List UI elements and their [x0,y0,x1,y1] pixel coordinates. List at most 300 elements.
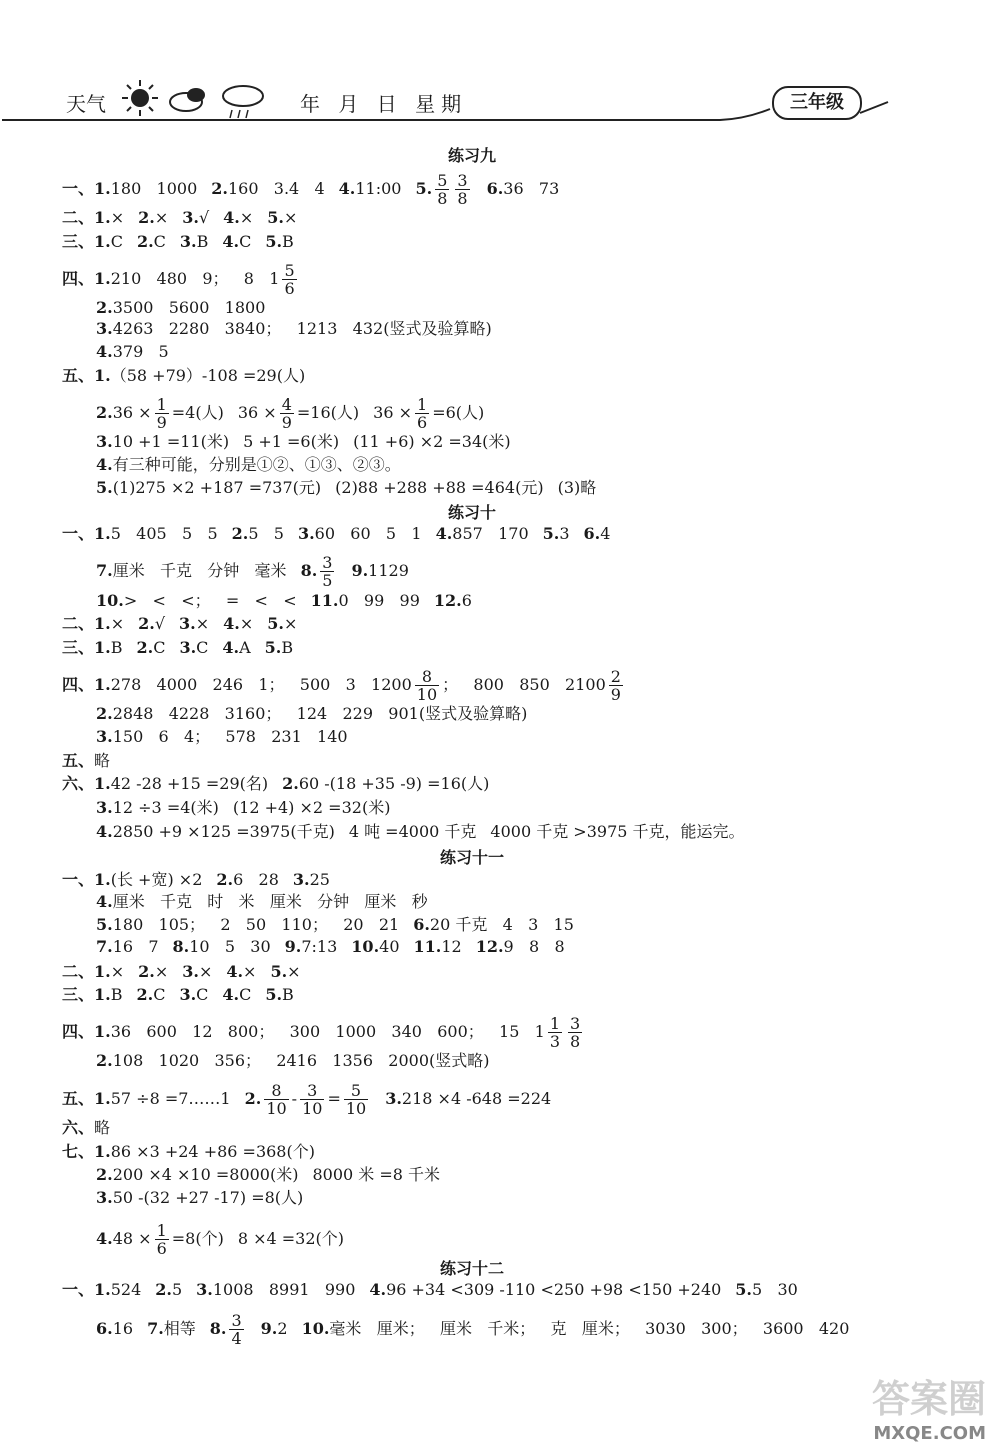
answer-token: 3.4263 [96,319,154,338]
answer-token: 4.厘米 [96,892,145,911]
answer-token: 4 [502,915,513,934]
question-number: 三、1. [62,985,111,1004]
question-number: 二、1. [62,962,111,981]
answer-line [96,342,169,362]
answer-token: 3.√ [182,208,210,227]
answer-token: 千克 [159,892,192,911]
answer-token: 5 +1 =6(米) [243,432,340,451]
answer-token: 2100 [565,675,606,694]
numerator: 3 [231,1311,242,1330]
answer-line [96,1051,490,1071]
numerator: 4 [281,395,292,414]
answer-token: 四、1.210 [62,269,142,288]
answer-line [96,822,745,842]
question-number: 7. [96,937,113,956]
answer-line [62,524,610,544]
answer-token: 5 [158,342,169,361]
question-number: 7. [147,1319,164,1338]
answer-token: 6.36 [486,179,524,198]
answer-token: 2.√ [138,614,166,633]
answer-token: 四、1.36 [62,1022,132,1041]
question-number: 5. [415,179,433,198]
question-number: 2. [136,232,154,251]
question-number: 2. [211,179,228,198]
fraction [155,1222,169,1257]
answer-token: 4.48 × [96,1229,152,1248]
answer-token: 2.× [138,962,169,981]
answer-token: 4.有三种可能，分别是①②、①③、②③。 [96,455,401,474]
answer-token: 9.1129 [351,561,409,580]
answer-token: 5 [207,524,218,543]
answer-line [62,366,305,386]
answer-token: 2.6 [216,870,244,889]
answer-token: 分钟 [317,892,350,911]
answer-token: 3.1008 [196,1280,254,1299]
question-number: 2. [96,403,113,422]
fraction [415,396,429,431]
answer-token: 5.B [265,232,294,251]
question-number: 4. [96,1229,113,1248]
fraction [229,1312,243,1347]
question-number: 10. [351,937,380,956]
denominator: 8 [437,189,448,208]
answer-token: 5 [224,937,236,956]
answer-token: < [283,591,297,610]
answer-token: 3.60 [297,524,336,543]
denominator: 6 [417,413,428,432]
answer-token: 800 [473,675,504,694]
answer-token: 15 [499,1022,520,1041]
fraction [155,396,169,431]
answer-line [96,727,348,747]
answer-token: 990 [324,1280,356,1299]
answer-token: 20 [343,915,364,934]
answer-token: 340 [391,1022,422,1041]
answer-token: 9.2 [260,1319,288,1338]
answer-line [96,396,484,431]
answer-token: 28 [258,870,279,889]
denominator: 3 [549,1032,561,1051]
question-number: 8. [209,1319,227,1338]
numerator: 3 [322,553,333,572]
answer-token: 2.3500 [96,298,154,317]
answer-line [96,478,596,498]
answer-token: 6.16 [96,1319,134,1338]
answer-token: 4 [314,179,325,198]
answer-line [62,614,297,634]
answer-token: 千米； [487,1319,536,1338]
fraction [344,1082,368,1117]
answer-token: 3600 [762,1319,804,1338]
answer-token: 5.B [264,638,294,657]
answer-token: 30 [777,1280,798,1299]
answer-token: 5.(1)275 ×2 +187 =737(元) [96,478,322,497]
answer-line [96,298,265,318]
answer-token: (11 +6) ×2 =34(米) [353,432,511,451]
answer-token: 124 [296,704,328,723]
answer-token: 3.10 +1 =11(米) [96,432,230,451]
answer-token: 3.12 ÷3 =4(米) [96,798,219,817]
answer-token: 432(竖式及验算略) [352,319,492,338]
fraction [609,668,623,703]
answer-line [62,232,294,252]
answer-token: 480 [156,269,188,288]
denominator: 6 [156,1239,167,1258]
question-number: 12. [433,591,462,610]
answer-token: 厘米 [364,892,397,911]
answer-token [301,561,318,580]
answer-token: <； [181,591,211,610]
answer-token: 231 [271,727,302,746]
question-number: 8. [300,561,318,580]
answer-token: 二、1.× [62,614,125,633]
question-number: 5. [542,524,560,543]
fraction [568,1015,582,1050]
answer-token: 时 [207,892,224,911]
question-number: 3. [292,870,310,889]
answer-token: 4.2850 +9 ×125 =3975(千克) [96,822,335,841]
answer-token: 6.4 [583,524,611,543]
question-number: 4. [369,1280,387,1299]
answer-token: 一、1.524 [62,1280,142,1299]
answer-token: 秒 [411,892,428,911]
question-number: 11. [310,591,339,610]
answer-token: 3.50 -(32 +27 -17) =8(人) [96,1188,304,1207]
answer-token: 二、1.× [62,208,125,227]
question-number: 三、1. [62,638,111,657]
question-number: 4. [223,614,240,633]
answer-token: 1000 [335,1022,377,1041]
answer-token: 5.B [265,985,294,1004]
answer-token: 229 [342,704,374,723]
question-number: 3. [96,727,113,746]
question-number: 4. [96,455,113,474]
section-title: 练习九 [447,146,496,165]
answer-line [62,262,300,297]
answer-token: 1356 [332,1051,374,1070]
question-number: 2. [96,704,113,723]
numerator: 3 [570,1014,581,1033]
numerator: 3 [300,1082,324,1100]
answer-token: 420 [818,1319,850,1338]
question-number: 2. [231,524,249,543]
answer-token: 10.40 [351,937,400,956]
answer-line [62,985,294,1005]
answer-token: 2.× [138,208,169,227]
answer-token: 7.16 [96,937,134,956]
question-number: 3. [96,319,113,338]
answer-token: 105； [158,915,206,934]
answer-token [415,179,432,198]
fraction [320,554,334,589]
answer-token: 246 [212,675,244,694]
question-number: 3. [179,232,197,251]
watermark-logo: 答案圈 [871,1377,986,1421]
question-number: 3. [182,208,199,227]
question-number: 5. [96,915,113,934]
question-number: 二、1. [62,208,111,227]
answer-line [62,774,489,794]
answer-token: 7.厘米 [96,561,145,580]
answer-token: 4.C [222,232,252,251]
numerator: 8 [415,668,439,686]
answer-token: 405 [136,524,167,543]
answer-token: 901(竖式及验算略) [388,704,528,723]
answer-token: 5 [273,524,284,543]
numerator: 5 [437,171,448,190]
answer-token: 36 × [373,403,412,422]
answer-token: 4.857 [435,524,483,543]
answer-token: ； [442,675,459,694]
answer-line [62,751,110,771]
answer-token: 五、1.（58 +79）-108 =29(人) [62,366,306,385]
question-number: 6. [413,915,430,934]
section-title: 练习十一 [439,848,504,867]
question-number: 六、1. [62,774,111,793]
denominator: 10 [345,1099,367,1118]
answer-token: 3.150 [96,727,144,746]
answer-token: 5.180 [96,915,144,934]
watermark [872,1368,986,1444]
answer-token: 六、1.42 -28 +15 =29(名) [62,774,269,793]
denominator: 9 [281,413,292,432]
answer-token: 5 [385,524,397,543]
question-number: 三、1. [62,232,111,251]
answer-token: 4 吨 =4000 千克 [348,822,477,841]
answer-token: 四、1.278 [62,675,142,694]
numerator: 1 [549,1014,561,1033]
answer-token: 3.C [179,985,209,1004]
answer-token: 4.C [222,985,252,1004]
answer-token: 10.> [96,591,138,610]
answer-token: 15 [553,915,574,934]
answer-token: 4000 千克 >3975 千克，能运完。 [490,822,745,841]
answer-token: 356； [214,1051,262,1070]
question-number: 2. [244,1089,262,1108]
question-number: 4. [222,232,240,251]
denominator: 10 [266,1099,287,1118]
answer-token: < [152,591,166,610]
question-number: 9. [284,937,302,956]
answer-token: 110； [281,915,328,934]
answer-token: 500 [299,675,331,694]
answer-token: 千克 [159,561,192,580]
answer-token: 600 [146,1022,177,1041]
answer-token: 11.0 [310,591,349,610]
answer-token: 三、1.B [62,638,123,657]
answer-token: 4.379 [96,342,144,361]
answer-token: 2.200 ×4 ×10 =8000(米) [96,1165,299,1184]
answer-token: 3.× [179,614,210,633]
answer-line [62,1280,798,1300]
numerator: 5 [284,261,295,280]
answer-token: 克 [550,1319,567,1338]
answer-line [96,1222,344,1257]
answer-token: < [254,591,268,610]
answer-token: 4.A [222,638,251,657]
answer-token: 8000 米 =8 千米 [312,1165,441,1184]
answer-token: 1； [258,675,285,694]
answer-line [62,208,297,228]
answer-token: 5.× [270,962,301,981]
watermark-text: MXQE.COM [873,1423,986,1444]
answer-line [96,915,574,935]
answer-line [96,937,565,957]
question-number: 5. [267,208,284,227]
answer-token: 1020 [158,1051,200,1070]
question-number: 5. [735,1280,752,1299]
question-number: 2. [96,298,113,317]
grade-badge: 三年级 [772,86,862,120]
question-number: 七、1. [62,1142,111,1161]
answer-token: 3.B [179,232,209,251]
answer-token: (3)略 [557,478,597,497]
answer-token [210,1319,227,1338]
question-number: 2. [138,614,155,633]
question-number: 2. [96,1165,113,1184]
answer-token: 3160； [224,704,282,723]
question-number: 9. [351,561,369,580]
denominator: 9 [610,685,621,704]
answer-token: 5.× [267,614,298,633]
question-number: 4. [222,638,240,657]
answer-token: 2.5 [155,1280,183,1299]
answer-token: 7.相等 [147,1319,196,1338]
answer-token: 3030 [645,1319,686,1338]
question-number: 4. [222,985,240,1004]
answer-token: 4000 [156,675,198,694]
answer-token: 5 [181,524,193,543]
answer-line [96,1188,303,1208]
answer-line [96,798,390,818]
question-number: 10. [96,591,124,610]
answer-token: 850 [519,675,550,694]
question-number: 2. [155,1280,172,1299]
answer-token: 2000(竖式略) [388,1051,490,1070]
question-number: 10. [301,1319,330,1338]
question-number: 3. [196,1280,213,1299]
question-number: 3. [96,798,113,817]
answer-token: 1200 [371,675,412,694]
answer-token: 1 [269,269,280,288]
question-number: 9. [260,1319,278,1338]
numerator: 2 [610,667,621,686]
answer-token: 2280 [168,319,210,338]
question-number: 6. [96,1319,113,1338]
answer-token: 一、1.180 [62,179,142,198]
section-title: 练习十二 [439,1259,504,1278]
fraction [264,1082,288,1117]
answer-line [96,554,409,589]
question-number: 5. [267,614,284,633]
answer-token: 5.× [267,208,298,227]
answer-token: 800； [227,1022,275,1041]
answer-token: 米 [238,892,255,911]
answer-token: 9； [202,269,229,288]
answer-token: 73 [538,179,560,198]
question-number: 一、1. [62,1280,111,1299]
answer-token: 2.C [136,638,166,657]
question-number: 3. [179,614,196,633]
question-number: 4. [96,342,113,361]
answer-token: 50 [245,915,267,934]
answer-token: 二、1.× [62,962,125,981]
answer-token: 11.12 [413,937,462,956]
answer-token: 12.9 [475,937,514,956]
answer-token: 1 [534,1022,545,1041]
answer-token: 8 ×4 =32(个) [237,1229,345,1248]
question-number: 3. [179,985,197,1004]
answer-token: 3.218 ×4 -648 =224 [385,1089,552,1108]
question-number: 六、 [62,1118,95,1137]
question-number: 四、1. [62,675,111,694]
question-number: 五、 [62,751,95,770]
answer-line [96,319,492,339]
answer-line [62,1142,315,1162]
answer-token [245,1089,262,1108]
question-number: 2. [282,774,299,793]
answer-token: 3.25 [292,870,330,889]
question-number: 4. [226,962,244,981]
question-number: 一、1. [62,179,111,198]
denominator: 6 [284,279,295,298]
answer-line [62,962,301,982]
answer-token: 30 [250,937,271,956]
answer-token: 三、1.C [62,232,123,251]
answer-token: 6 [158,727,169,746]
answer-token: 300 [289,1022,321,1041]
answer-line [62,1082,551,1117]
answer-token: 12.6 [433,591,472,610]
answer-token: 4.11:00 [338,179,402,198]
fraction [548,1015,562,1050]
answer-token: 5.3 [542,524,570,543]
denominator: 4 [231,1329,242,1348]
answer-line [96,1165,440,1185]
answer-token: 2.36 × [96,403,152,422]
question-number: 4. [96,822,113,841]
answer-token: 三、1.B [62,985,123,1004]
answer-token: 六、略 [62,1118,111,1137]
answer-token: 8991 [268,1280,310,1299]
answer-token: 2 [220,915,231,934]
question-number: 五、1. [62,1089,111,1108]
answer-token: 12 [192,1022,213,1041]
question-number: 2. [138,962,155,981]
numerator: 1 [156,395,167,414]
answer-line [96,591,472,611]
page-header [0,0,1000,130]
answer-token: 厘米； [581,1319,630,1338]
answer-line [96,704,527,724]
question-number: 7. [96,561,113,580]
denominator: 8 [457,189,468,208]
answer-line [62,1015,585,1050]
answer-token: 五、1.57 ÷8 =7……1 [62,1089,231,1108]
question-number: 5. [270,962,288,981]
answer-token: 8 [554,937,565,956]
answer-token: 4； [183,727,211,746]
question-number: 6. [583,524,601,543]
fraction [280,396,294,431]
answer-line [96,455,401,475]
answer-token: =6(人) [432,403,485,422]
answer-line [62,870,330,890]
question-number: 一、1. [62,870,111,889]
answer-token: 140 [317,727,348,746]
answer-line [96,432,511,452]
answer-token: 8.10 [172,937,210,956]
